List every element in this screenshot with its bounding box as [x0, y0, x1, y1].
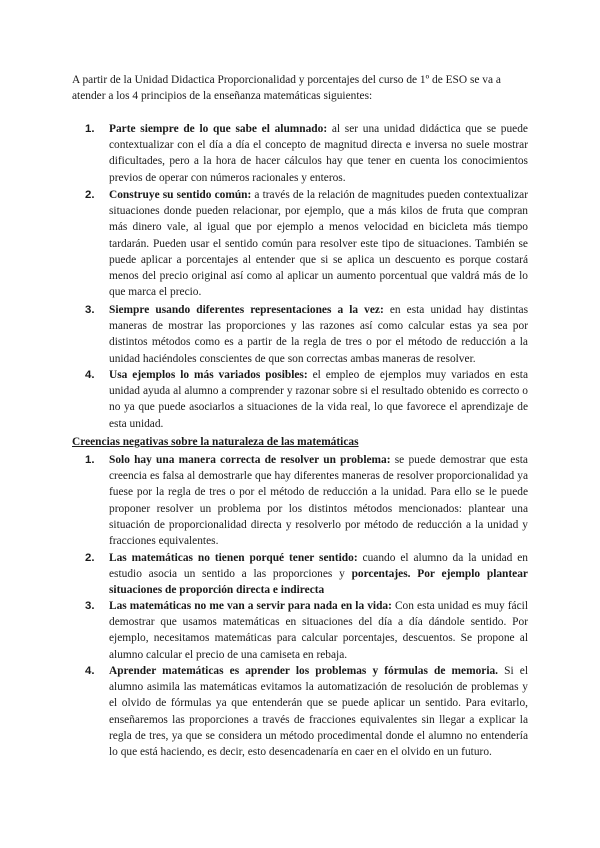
item-body: Con esta unidad es muy fácil demostrar que usamos matemáticas en situaciones del día a día dándole sentido. Por ejemplo, necesitamos matemáticas para calcular porcentajes, descuentos. Se propone al alumno calcular el precio de una camiseta en rebaja. — [109, 600, 528, 661]
list-item — [85, 452, 528, 550]
item-number: 4. — [85, 665, 95, 677]
list-item — [85, 598, 528, 663]
intro-paragraph: A partir de la Unidad Didactica Proporcionalidad y porcentajes del curso de 1º de ESO se va a atender a los 4 principios de la enseñanza matemáticas siguientes: — [72, 74, 501, 103]
item-lead: Usa ejemplos lo más variados posibles: — [109, 369, 308, 381]
item-lead: Solo hay una manera correcta de resolver un problema: — [109, 454, 391, 466]
item-number: 4. — [85, 369, 95, 381]
item-body: cuando el alumno da la unidad en estudio asocia un sentido a las proporciones y — [109, 552, 528, 581]
item-number: 2. — [85, 552, 95, 564]
list-item — [85, 121, 528, 187]
list-item — [85, 663, 528, 778]
item-lead: Parte siempre de lo que sabe el alumnado: — [109, 123, 328, 135]
list-item — [85, 187, 528, 302]
item-body: en esta unidad hay distintas maneras de mostrar las proporciones y las razones así como calcular estas ya sea por distintos métodos como es a partir de la regla de tres o por el método de reducción a la unidad haciéndoles conscientes de que son correctas ambas maneras de resolver. — [109, 304, 528, 365]
list-item — [85, 302, 528, 367]
item-bold-tail: porcentajes. Por ejemplo plantear situaciones de proporción directa e indirecta — [109, 568, 528, 597]
item-number: 1. — [85, 454, 95, 466]
item-body: se puede demostrar que esta creencia es falsa al demostrarle que hay diferentes maneras de resolver proporcionalidad ya fuese por la regla de tres o por el método de reducción a la unidad. Para ello se le puede proponer resolver un problema por los distintos métodos mencionados: plantear una situación de proporcionalidad directa y resolverlo por método de reducción a la unidad y fracciones equivalentes. — [109, 454, 528, 548]
item-lead: Aprender matemáticas es aprender los problemas y fórmulas de memoria. — [109, 665, 499, 677]
beliefs-list — [85, 452, 528, 778]
section-heading: Creencias negativas sobre la naturaleza de las matemáticas — [72, 436, 359, 448]
item-lead: Las matemáticas no me van a servir para nada en la vida: — [109, 600, 392, 612]
list-item — [85, 550, 528, 598]
item-number: 3. — [85, 304, 95, 316]
item-body: a través de la relación de magnitudes pueden contextualizar situaciones donde pueden relacionar, por ejemplo, que a más kilos de fruta que compran más dinero vale, al igual que por ejemplo a menos velocidad en bicicleta más tiempo tardarán. Pueden usar el sentido común para resolver este tipo de situaciones. También se puede aplicar a porcentajes al entender que si se aplica un descuento es porque costará menos del precio original así como al aplicar un aumento porcentual que valdrá más de lo que marca el precio. — [109, 189, 528, 299]
principles-list — [85, 121, 528, 432]
item-number: 2. — [85, 189, 95, 201]
item-lead: Siempre usando diferentes representaciones a la vez: — [109, 304, 384, 316]
item-body: al ser una unidad didáctica que se puede contextualizar con el día a día el concepto de magnitud directa e inversa no suele mostrar dificultades, pero a la hora de hacer cálculos hay que tener en cuenta los conocimientos previos de operar con números racionales y enteros. — [109, 123, 528, 184]
item-number: 1. — [85, 123, 95, 135]
item-number: 3. — [85, 600, 95, 612]
list-item — [85, 367, 528, 432]
item-lead: Construye su sentido común: — [109, 189, 252, 201]
item-body: el empleo de ejemplos muy variados en esta unidad ayuda al alumno a comprender y razonar sobre si el resultado obtenido es correcto o no ya que puede asociarlos a situaciones de la vida real, lo que favorece el aprendizaje de esta unidad. — [109, 369, 528, 430]
item-body: Si el alumno asimila las matemáticas evitamos la automatización de resolución de problemas y el olvido de fórmulas ya que entenderán que se puede aplicar un sentido. Para evitarlo, enseñaremos las proporciones a través de fracciones equivalentes sin llegar a explicar la regla de tres, ya que se considera un método procedimental donde el alumno no entendería lo que está haciendo, es decir, esto desencadenaría en caer en el olvido en un futuro. — [109, 665, 528, 759]
item-lead: Las matemáticas no tienen porqué tener sentido: — [109, 552, 358, 564]
